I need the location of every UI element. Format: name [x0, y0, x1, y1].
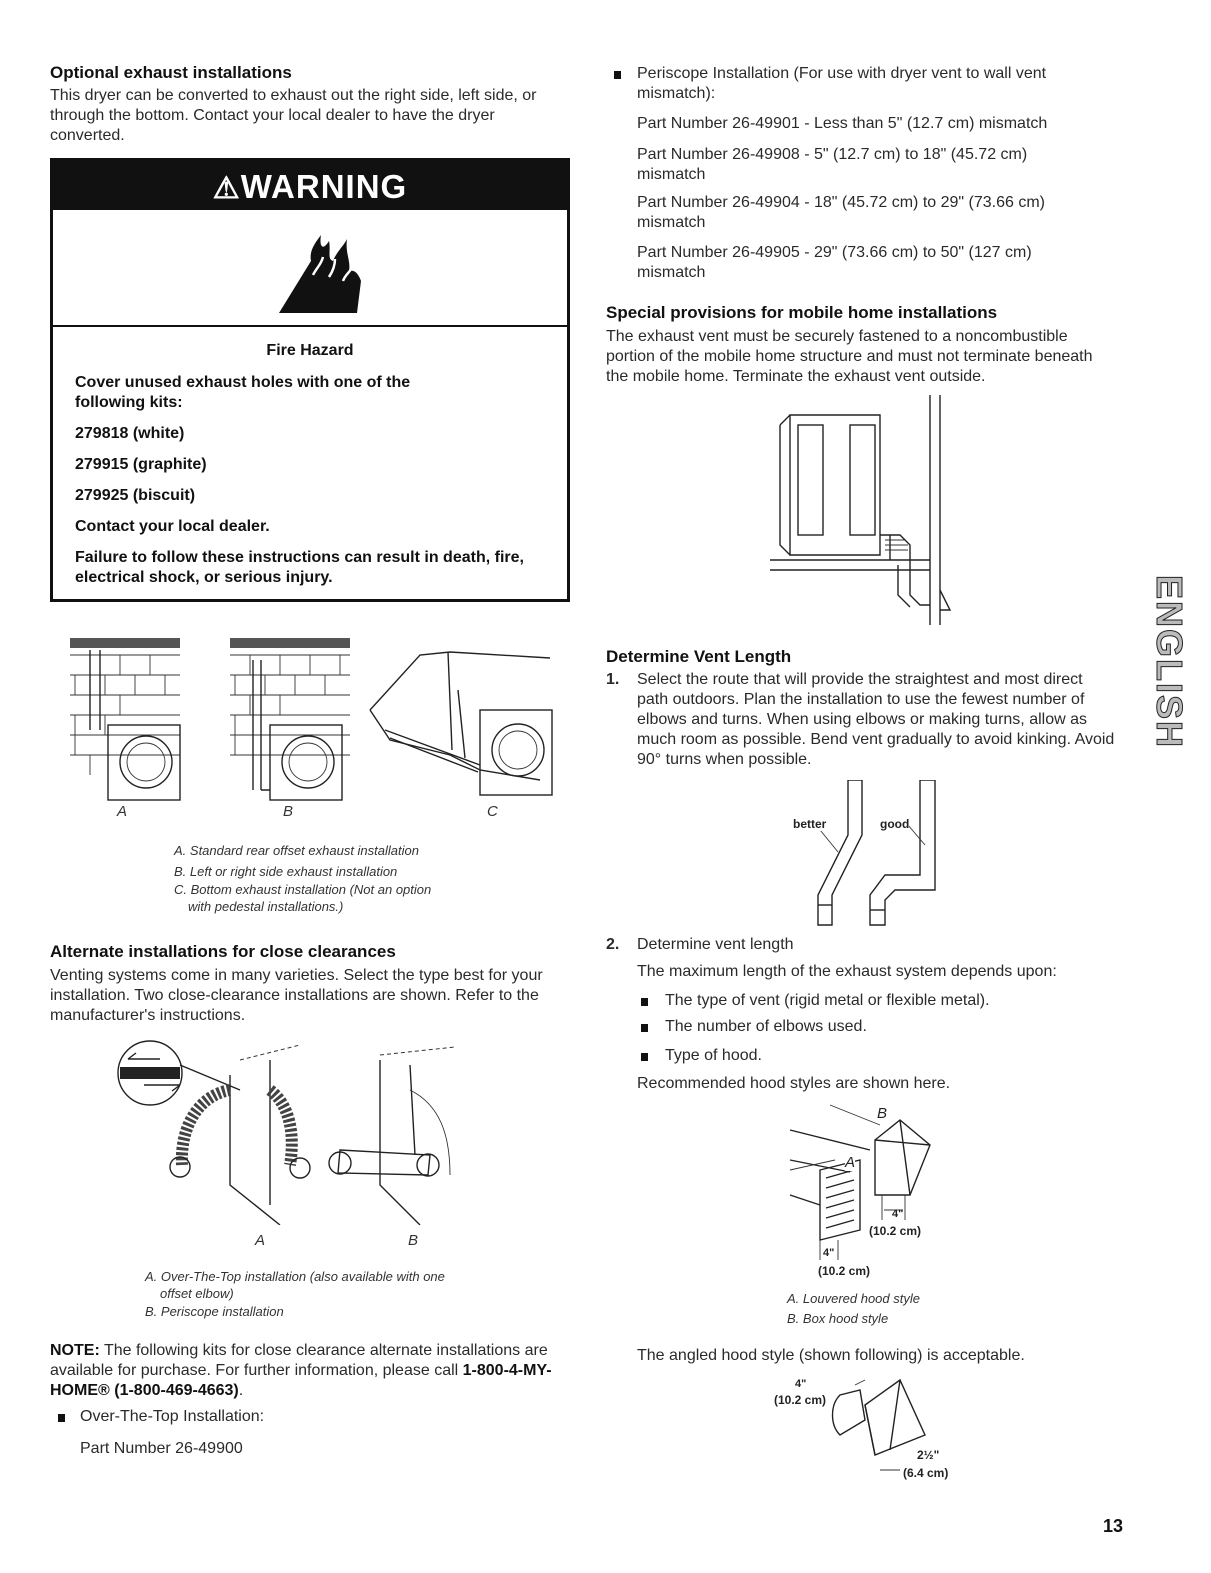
fig2-caption-a: A. Over-The-Top installation (also available with one — [145, 1269, 445, 1284]
periscope-intro: Periscope Installation (For use with dryer vent to wall vent mismatch): — [637, 65, 1047, 102]
optional-exhaust-heading: Optional exhaust installations — [50, 63, 292, 82]
part-number-2: Part Number 26-49908 - 5" (12.7 cm) to 18" (45.72 cm) mismatch — [637, 146, 1028, 183]
fig1-caption-b: B. Left or right side exhaust installation — [174, 864, 398, 879]
part-number-3: Part Number 26-49904 - 18" (45.72 cm) to 29" (73.66 cm) mismatch — [637, 194, 1045, 231]
over-the-top-label: Over-The-Top Installation: — [80, 1408, 265, 1425]
step2-text: Determine vent length — [637, 936, 794, 953]
fig1-label-c: C — [487, 803, 498, 820]
step1-number: 1. — [606, 671, 620, 688]
warning-title: WARNING — [240, 168, 408, 205]
fire-icon — [271, 221, 371, 321]
mobile-home-heading: Special provisions for mobile home installations — [606, 303, 998, 322]
box-dim-cm: (10.2 cm) — [869, 1224, 922, 1238]
bullet-vent-type: The type of vent (rigid metal or flexible metal). — [665, 992, 990, 1009]
warning-failure: Failure to follow these instructions can result in death, fire, electrical shock, or serious injury. — [75, 549, 524, 586]
fig1-label-a: A — [117, 803, 128, 820]
warning-line1: Cover unused exhaust holes with one of the following kits: — [75, 374, 411, 411]
bullet-icon — [641, 1024, 648, 1032]
over-the-top-part: Part Number 26-49900 — [80, 1440, 243, 1457]
warning-box — [50, 158, 570, 602]
over-the-top-installation — [118, 1041, 310, 1225]
bullet-icon — [614, 71, 621, 79]
fig2-label-a: A — [255, 1232, 266, 1249]
bullet-icon — [641, 998, 648, 1006]
note-label: NOTE: — [50, 1342, 100, 1359]
angled-dim-in: 4" — [795, 1378, 807, 1390]
rear-offset-installation — [70, 638, 180, 800]
fig2-caption-a-cont: offset elbow) — [160, 1286, 234, 1301]
bullet-icon — [641, 1053, 648, 1061]
hood-styles-illustration — [780, 1100, 940, 1265]
warning-subtitle: Fire Hazard — [266, 342, 354, 359]
alternate-installations-body: Venting systems come in many varieties. Select the type best for your installation. Two close-clearance installations are shown. Refer to the manufacturer's instructions. — [50, 967, 543, 1024]
bottom-installation — [370, 652, 552, 795]
angled-dim2-in: 2½" — [917, 1448, 940, 1462]
page-number: 13 — [1103, 1516, 1124, 1536]
louvered-caption: A. Louvered hood style — [787, 1291, 920, 1306]
recommended-text: Recommended hood styles are shown here. — [637, 1075, 951, 1092]
exhaust-installations-illustration — [60, 630, 560, 805]
bullet-elbows: The number of elbows used. — [665, 1018, 867, 1035]
warning-kit2: 279915 (graphite) — [75, 456, 207, 473]
part-number-4: Part Number 26-49905 - 29" (73.66 cm) to 50" (127 cm) mismatch — [637, 244, 1032, 281]
fig2-caption-b: B. Periscope installation — [145, 1304, 284, 1319]
fig1-caption-a: A. Standard rear offset exhaust installation — [174, 843, 419, 858]
angled-hood-text: The angled hood style (shown following) is acceptable. — [637, 1347, 1025, 1364]
angled-dim2-cm: (6.4 cm) — [903, 1466, 949, 1480]
good-label: good — [880, 817, 910, 831]
language-side-tab — [1148, 565, 1190, 760]
max-length-text: The maximum length of the exhaust system depends upon: — [637, 963, 1057, 980]
bullet-hood: Type of hood. — [665, 1047, 762, 1064]
mobile-home-dryer-illustration — [770, 395, 960, 625]
warning-divider — [53, 325, 567, 327]
box-caption: B. Box hood style — [787, 1311, 889, 1326]
warning-header — [53, 161, 567, 210]
better-label: better — [793, 817, 827, 831]
note-end: . — [238, 1382, 244, 1399]
fig1-caption-c: C. Bottom exhaust installation (Not an option — [174, 882, 432, 897]
step2-number: 2. — [606, 936, 620, 953]
hood-b-label: B — [877, 1105, 888, 1122]
close-clearance-illustration — [110, 1035, 470, 1225]
louver-dim-in: 4" — [823, 1247, 835, 1259]
fig1-caption-c-cont: with pedestal installations.) — [188, 899, 344, 914]
warning-contact: Contact your local dealer. — [75, 518, 270, 535]
note-paragraph — [50, 1341, 575, 1401]
alternate-installations-heading: Alternate installations for close clearances — [50, 942, 396, 961]
side-tab-text: ENGLISH — [1149, 574, 1190, 750]
warning-triangle-icon: ⚠ — [212, 172, 241, 205]
box-dim-in: 4" — [892, 1208, 904, 1220]
fig2-label-b: B — [408, 1232, 419, 1249]
mobile-home-body: The exhaust vent must be securely fastened to a noncombustible portion of the mobile home structure and must not terminate beneath the mobile home. Terminate the exhaust vent outside. — [606, 328, 1093, 385]
angled-dim-cm: (10.2 cm) — [774, 1393, 827, 1407]
step1-text: Select the route that will provide the straightest and most direct path outdoors. Plan the installation to use the fewest number of elbows and turns. When using elbows or making turns, allow as much room as possible. Bend vent gradually to avoid kinking. Avoid 90° turns when possible. — [637, 671, 1115, 768]
note-phone: 1-800-4-MY-HOME® (1-800-469-4663) — [50, 1362, 552, 1399]
bullet-icon — [58, 1414, 65, 1422]
optional-exhaust-body: This dryer can be converted to exhaust out the right side, left side, or through the bottom. Contact your local dealer to have the dryer converted. — [50, 87, 537, 144]
elbow-comparison-illustration — [790, 780, 960, 930]
note-body: The following kits for close clearance alternate installations are available for purchase. For further information, please call — [50, 1342, 548, 1379]
vent-length-heading: Determine Vent Length — [606, 647, 792, 666]
side-installation — [230, 638, 350, 800]
louver-dim-cm: (10.2 cm) — [818, 1264, 871, 1278]
fig1-label-b: B — [283, 803, 294, 820]
periscope-installation — [329, 1047, 455, 1225]
part-number-1: Part Number 26-49901 - Less than 5" (12.7 cm) mismatch — [637, 115, 1048, 132]
hood-a-label: A — [845, 1154, 856, 1171]
warning-kit1: 279818 (white) — [75, 425, 185, 442]
warning-kit3: 279925 (biscuit) — [75, 487, 196, 504]
